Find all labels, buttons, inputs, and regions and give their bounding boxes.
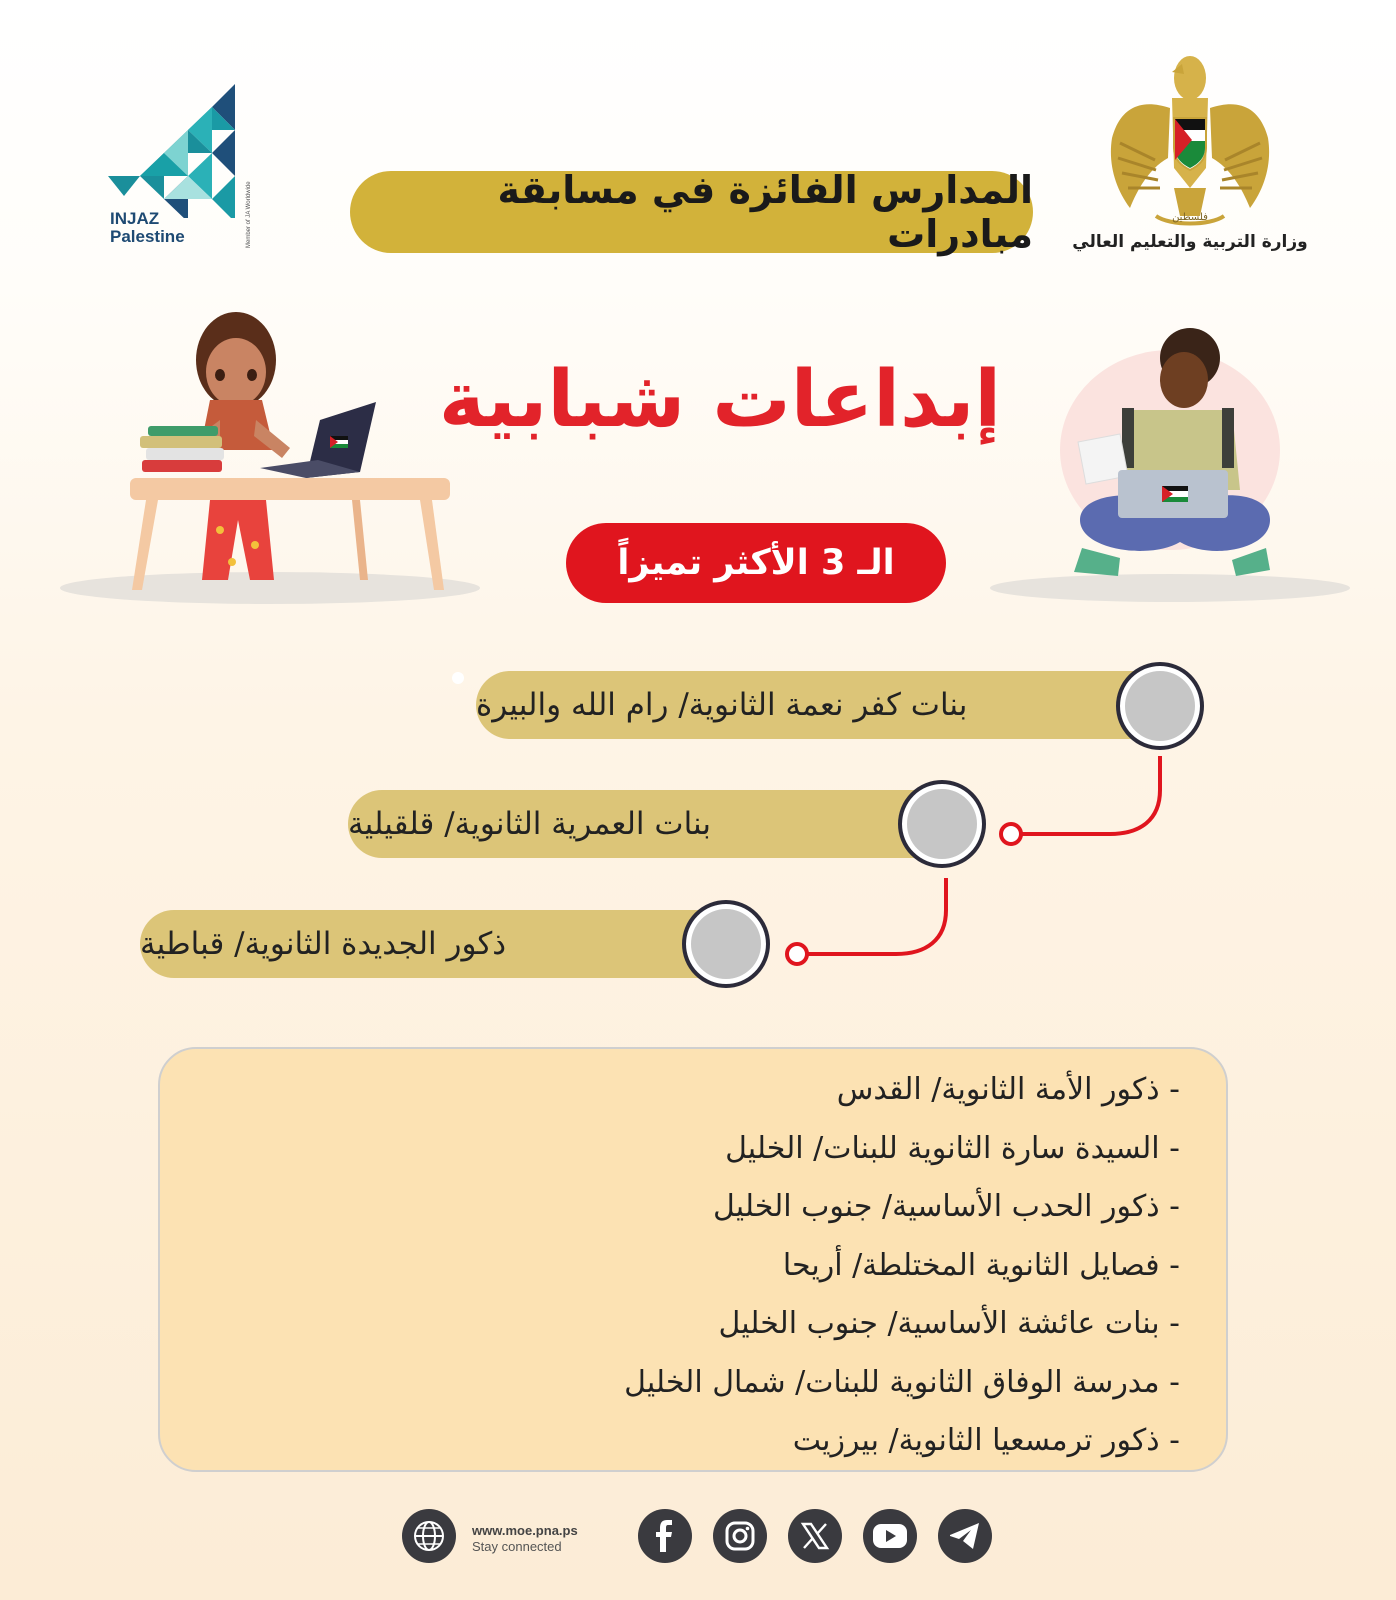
ministry-name: وزارة التربية والتعليم العالي [1072,232,1308,252]
injaz-line1: INJAZ [110,209,160,228]
youtube-icon[interactable] [863,1509,917,1563]
other-winners-box [158,1047,1228,1472]
main-title: إبداعات شبابية [438,355,1002,445]
list-item: - بنات عائشة الأساسية/ جنوب الخليل [718,1306,1180,1341]
rank-2-circle [898,780,986,868]
globe-icon-svg [412,1519,446,1553]
top3-badge: الـ 3 الأكثر تميزاً [566,523,946,603]
rank-2-label: بنات العمرية الثانوية/ قلقيلية [348,806,712,842]
list-item: - ذكور ترمسعيا الثانوية/ بيرزيت [792,1423,1180,1458]
list-item: - ذكور الحدب الأساسية/ جنوب الخليل [713,1189,1180,1224]
website-block [472,1523,578,1555]
page-title: المدارس الفائزة في مسابقة مبادرات [350,171,1033,253]
instagram-glyph [723,1519,757,1553]
rank-3-pill [140,910,750,978]
list-item: - ذكور الأمة الثانوية/ القدس [836,1072,1180,1107]
list-item: - فصايل الثانوية المختلطة/ أريحا [782,1247,1180,1283]
rank-3-circle [682,900,770,988]
rank-1-circle [1116,662,1204,750]
x-icon[interactable] [788,1509,842,1563]
facebook-glyph [650,1519,680,1553]
instagram-icon[interactable] [713,1509,767,1563]
emblem-text: فلسطين [1172,212,1208,223]
x-glyph [800,1521,830,1551]
rank-1-pill [476,671,1176,739]
facebook-icon[interactable] [638,1509,692,1563]
injaz-member-text: Member of JA Worldwide [246,181,252,248]
list-item: - مدرسة الوفاق الثانوية للبنات/ شمال الخليل [624,1364,1180,1400]
telegram-glyph [948,1521,982,1551]
telegram-icon[interactable] [938,1509,992,1563]
website-link[interactable]: www.moe.pna.ps [472,1523,578,1538]
youtube-glyph [872,1522,908,1550]
list-item: - السيدة سارة الثانوية للبنات/ الخليل [725,1130,1180,1166]
rank-3-label: ذكور الجديدة الثانوية/ قباطية [140,926,507,962]
rank-2-pill [348,790,960,858]
injaz-line2: Palestine [110,227,185,246]
rank-1-label: بنات كفر نعمة الثانوية/ رام الله والبيرة [476,687,968,723]
stay-connected-text: Stay connected [472,1539,562,1554]
globe-icon[interactable] [402,1509,456,1563]
